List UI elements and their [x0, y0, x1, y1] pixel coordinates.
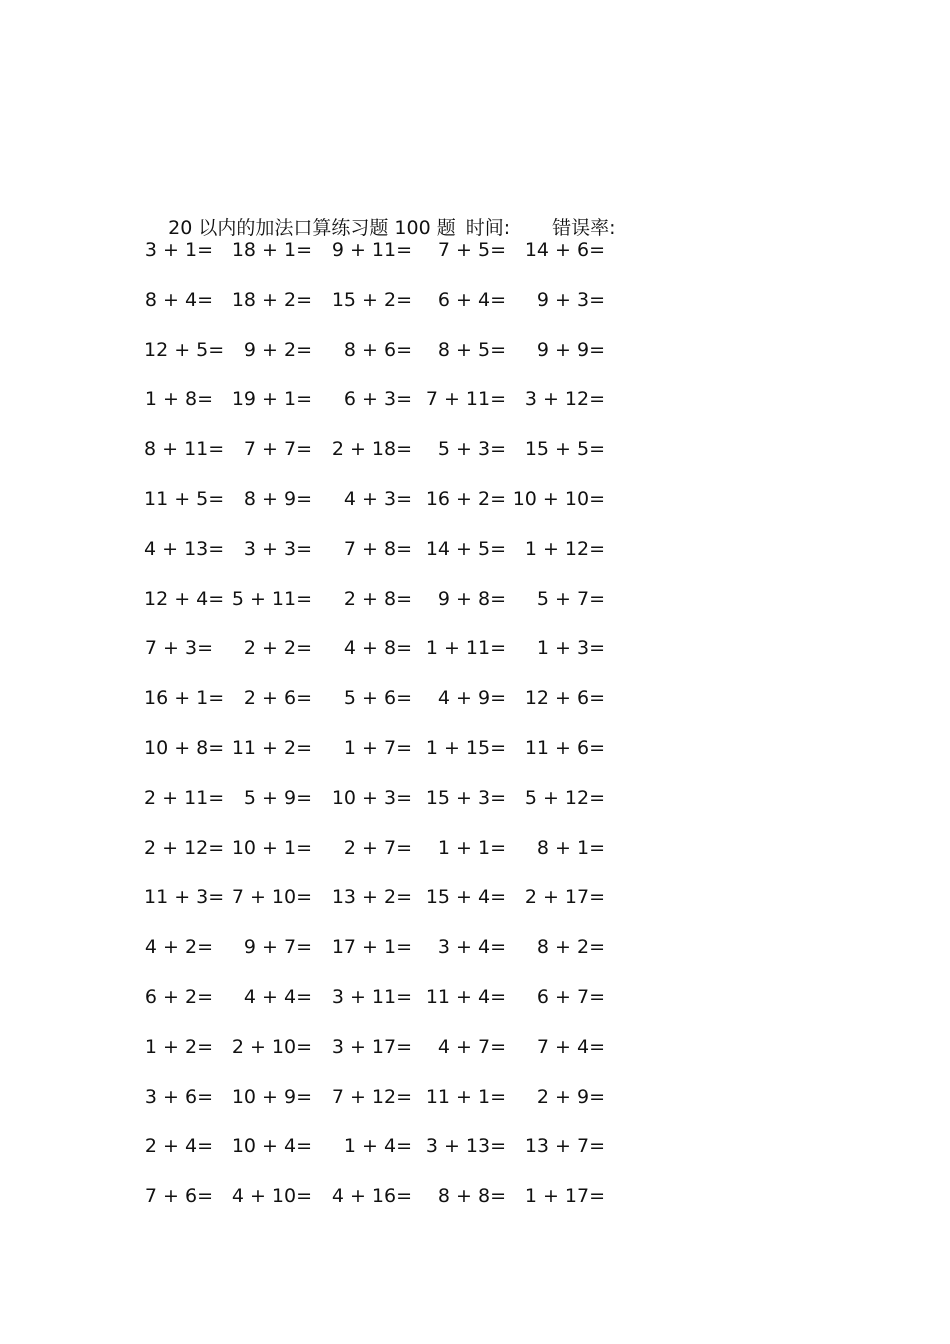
problem-item: 5 + 7=	[536, 587, 605, 610]
problem-item: 8 + 4=	[144, 288, 213, 311]
problem-item: 18 + 2=	[231, 288, 312, 311]
problem-item: 8 + 9=	[243, 487, 312, 510]
problem-item: 1 + 4=	[343, 1135, 412, 1158]
problem-item: 8 + 11=	[144, 438, 225, 461]
problem-item: 4 + 7=	[437, 1035, 506, 1058]
problem-item: 10 + 3=	[331, 786, 412, 809]
problem-item: 7 + 8=	[343, 537, 412, 560]
problem-item: 4 + 4=	[243, 985, 312, 1008]
problem-item: 18 + 1=	[231, 239, 312, 261]
problem-item: 3 + 17=	[331, 1035, 412, 1058]
problem-item: 12 + 6=	[524, 687, 605, 710]
problem-item: 11 + 6=	[524, 736, 605, 759]
problem-item: 3 + 13=	[425, 1135, 506, 1158]
problem-item: 16 + 1=	[144, 687, 225, 710]
problem-item: 7 + 4=	[536, 1035, 605, 1058]
problem-item: 1 + 3=	[536, 637, 605, 660]
worksheet-title: 20 以内的加法口算练习题 100 题	[168, 217, 456, 239]
problem-item: 15 + 3=	[425, 786, 506, 809]
problem-item: 13 + 2=	[331, 886, 412, 909]
problem-item: 2 + 9=	[536, 1085, 605, 1108]
error-rate-label: 错误率:	[552, 217, 616, 239]
problem-item: 4 + 16=	[331, 1185, 412, 1208]
problem-item: 3 + 12=	[524, 388, 605, 411]
problem-item: 9 + 11=	[331, 239, 412, 261]
problem-item: 10 + 1=	[231, 836, 312, 859]
problem-item: 5 + 9=	[243, 786, 312, 809]
problem-item: 6 + 2=	[144, 985, 213, 1008]
problem-item: 15 + 5=	[524, 438, 605, 461]
problem-item: 4 + 3=	[343, 487, 412, 510]
problem-item: 2 + 12=	[144, 836, 225, 859]
problem-item: 2 + 6=	[243, 687, 312, 710]
problem-item: 6 + 3=	[343, 388, 412, 411]
problem-item: 8 + 1=	[536, 836, 605, 859]
problem-item: 3 + 4=	[437, 936, 506, 959]
problem-item: 17 + 1=	[331, 936, 412, 959]
problem-item: 6 + 4=	[437, 288, 506, 311]
problem-item: 4 + 9=	[437, 687, 506, 710]
problem-item: 1 + 11=	[425, 637, 506, 660]
problem-item: 2 + 4=	[144, 1135, 213, 1158]
problem-item: 1 + 15=	[425, 736, 506, 759]
problem-item: 9 + 9=	[536, 338, 605, 361]
problem-item: 3 + 3=	[243, 537, 312, 560]
problem-item: 6 + 7=	[536, 985, 605, 1008]
problem-item: 3 + 6=	[144, 1085, 213, 1108]
problem-item: 9 + 3=	[536, 288, 605, 311]
problem-item: 7 + 11=	[425, 388, 506, 411]
problem-item: 5 + 3=	[437, 438, 506, 461]
problem-item: 2 + 11=	[144, 786, 225, 809]
problem-item: 8 + 8=	[437, 1185, 506, 1208]
problem-item: 2 + 18=	[331, 438, 412, 461]
problem-item: 10 + 4=	[231, 1135, 312, 1158]
problem-item: 5 + 12=	[524, 786, 605, 809]
problem-item: 7 + 7=	[243, 438, 312, 461]
problem-item: 12 + 5=	[144, 338, 225, 361]
problem-item: 12 + 4=	[144, 587, 225, 610]
problem-item: 5 + 6=	[343, 687, 412, 710]
problem-item: 2 + 2=	[243, 637, 312, 660]
problem-item: 11 + 3=	[144, 886, 225, 909]
problem-item: 9 + 8=	[437, 587, 506, 610]
problem-item: 11 + 1=	[425, 1085, 506, 1108]
problem-item: 2 + 8=	[343, 587, 412, 610]
problem-item: 1 + 12=	[524, 537, 605, 560]
problem-item: 1 + 2=	[144, 1035, 213, 1058]
problem-item: 10 + 10=	[512, 487, 605, 510]
problem-item: 4 + 2=	[144, 936, 213, 959]
problem-item: 1 + 8=	[144, 388, 213, 411]
problem-item: 14 + 6=	[524, 239, 605, 261]
time-label: 时间:	[465, 217, 511, 239]
problem-item: 7 + 10=	[231, 886, 312, 909]
problem-item: 8 + 6=	[343, 338, 412, 361]
problem-item: 13 + 7=	[524, 1135, 605, 1158]
problem-item: 11 + 5=	[144, 487, 225, 510]
problem-item: 8 + 5=	[437, 338, 506, 361]
problem-item: 7 + 5=	[437, 239, 506, 261]
problem-item: 10 + 9=	[231, 1085, 312, 1108]
problem-item: 1 + 1=	[437, 836, 506, 859]
problem-item: 4 + 8=	[343, 637, 412, 660]
problem-item: 2 + 17=	[524, 886, 605, 909]
problem-item: 16 + 2=	[425, 487, 506, 510]
problem-item: 1 + 7=	[343, 736, 412, 759]
problem-item: 7 + 3=	[144, 637, 213, 660]
problem-item: 7 + 12=	[331, 1085, 412, 1108]
problem-item: 10 + 8=	[144, 736, 225, 759]
problem-item: 5 + 11=	[231, 587, 312, 610]
problem-item: 15 + 4=	[425, 886, 506, 909]
problem-item: 4 + 10=	[231, 1185, 312, 1208]
problem-item: 19 + 1=	[231, 388, 312, 411]
problem-item: 2 + 7=	[343, 836, 412, 859]
problem-item: 9 + 7=	[243, 936, 312, 959]
problem-item: 1 + 17=	[524, 1185, 605, 1208]
problem-item: 3 + 1=	[144, 239, 213, 261]
problem-item: 9 + 2=	[243, 338, 312, 361]
problem-item: 11 + 2=	[231, 736, 312, 759]
problem-item: 14 + 5=	[425, 537, 506, 560]
problem-item: 11 + 4=	[425, 985, 506, 1008]
problem-item: 3 + 11=	[331, 985, 412, 1008]
problem-item: 4 + 13=	[144, 537, 225, 560]
problem-item: 7 + 6=	[144, 1185, 213, 1208]
problem-item: 2 + 10=	[231, 1035, 312, 1058]
problem-item: 8 + 2=	[536, 936, 605, 959]
problem-item: 15 + 2=	[331, 288, 412, 311]
